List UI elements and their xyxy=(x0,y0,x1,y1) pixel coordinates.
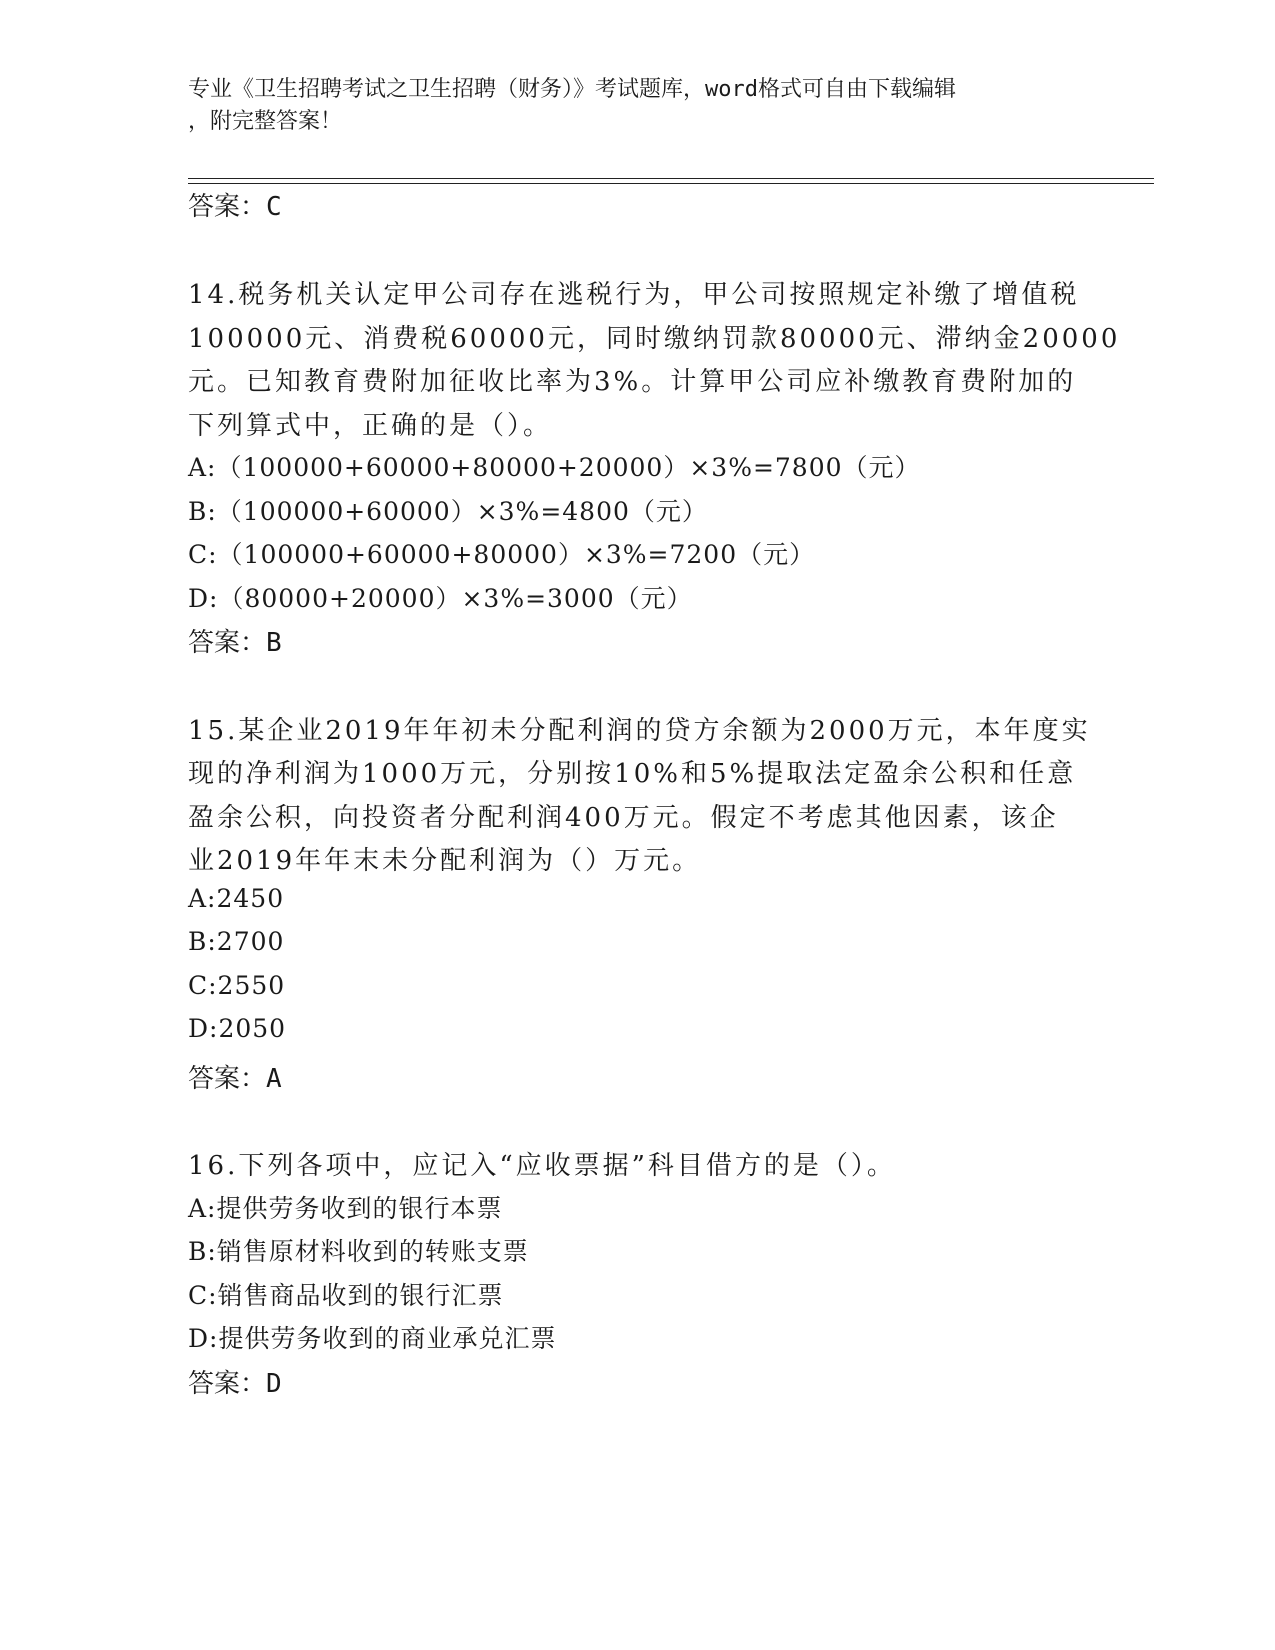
q15-answer: 答案：A xyxy=(188,1064,282,1094)
q15-stem-line-4: 业2019年年末未分配利润为（）万元。 xyxy=(188,846,702,876)
header-rule-bottom xyxy=(188,183,1154,184)
q14-stem-line-1: 14.税务机关认定甲公司存在逃税行为，甲公司按照规定补缴了增值税 xyxy=(188,280,1080,310)
q16-option-c: C:销售商品收到的银行汇票 xyxy=(188,1281,504,1310)
q16-option-a: A:提供劳务收到的银行本票 xyxy=(188,1194,503,1223)
q14-option-d: D:（80000+20000）×3%=3000（元） xyxy=(188,584,693,613)
q15-option-c: C:2550 xyxy=(188,971,286,1000)
header-line-2: ，附完整答案！ xyxy=(188,109,343,134)
header-line-1: 专业《卫生招聘考试之卫生招聘（财务）》考试题库，word格式可自由下载编辑 xyxy=(188,77,956,102)
q14-option-c: C:（100000+60000+80000）×3%=7200（元） xyxy=(188,540,816,569)
q16-answer: 答案：D xyxy=(188,1369,282,1399)
q16-stem-line-1: 16.下列各项中，应记入“应收票据”科目借方的是（）。 xyxy=(188,1151,896,1181)
q14-answer: 答案：B xyxy=(188,628,282,658)
q16-option-d: D:提供劳务收到的商业承兑汇票 xyxy=(188,1324,557,1353)
q14-stem-line-3: 元。已知教育费附加征收比率为3%。计算甲公司应补缴教育费附加的 xyxy=(188,367,1077,397)
q15-option-b: B:2700 xyxy=(188,927,285,956)
q14-option-a: A:（100000+60000+80000+20000）×3%=7800（元） xyxy=(188,453,921,482)
page-header xyxy=(188,74,1088,138)
q16-option-b: B:销售原材料收到的转账支票 xyxy=(188,1237,529,1266)
prev-answer: 答案：C xyxy=(188,192,282,222)
q15-option-d: D:2050 xyxy=(188,1014,287,1043)
q15-stem-line-3: 盈余公积，向投资者分配利润400万元。假定不考虑其他因素，该企 xyxy=(188,803,1059,833)
q14-stem-line-2: 100000元、消费税60000元，同时缴纳罚款80000元、滞纳金20000 xyxy=(188,324,1121,354)
q15-stem-line-2: 现的净利润为1000万元，分别按10%和5%提取法定盈余公积和任意 xyxy=(188,759,1077,789)
header-rule-top xyxy=(188,178,1154,179)
q14-stem-line-4: 下列算式中，正确的是（）。 xyxy=(188,411,553,441)
q15-option-a: A:2450 xyxy=(188,884,285,913)
q14-option-b: B:（100000+60000）×3%=4800（元） xyxy=(188,497,708,526)
q15-stem-line-1: 15.某企业2019年年初未分配利润的贷方余额为2000万元，本年度实 xyxy=(188,716,1091,746)
